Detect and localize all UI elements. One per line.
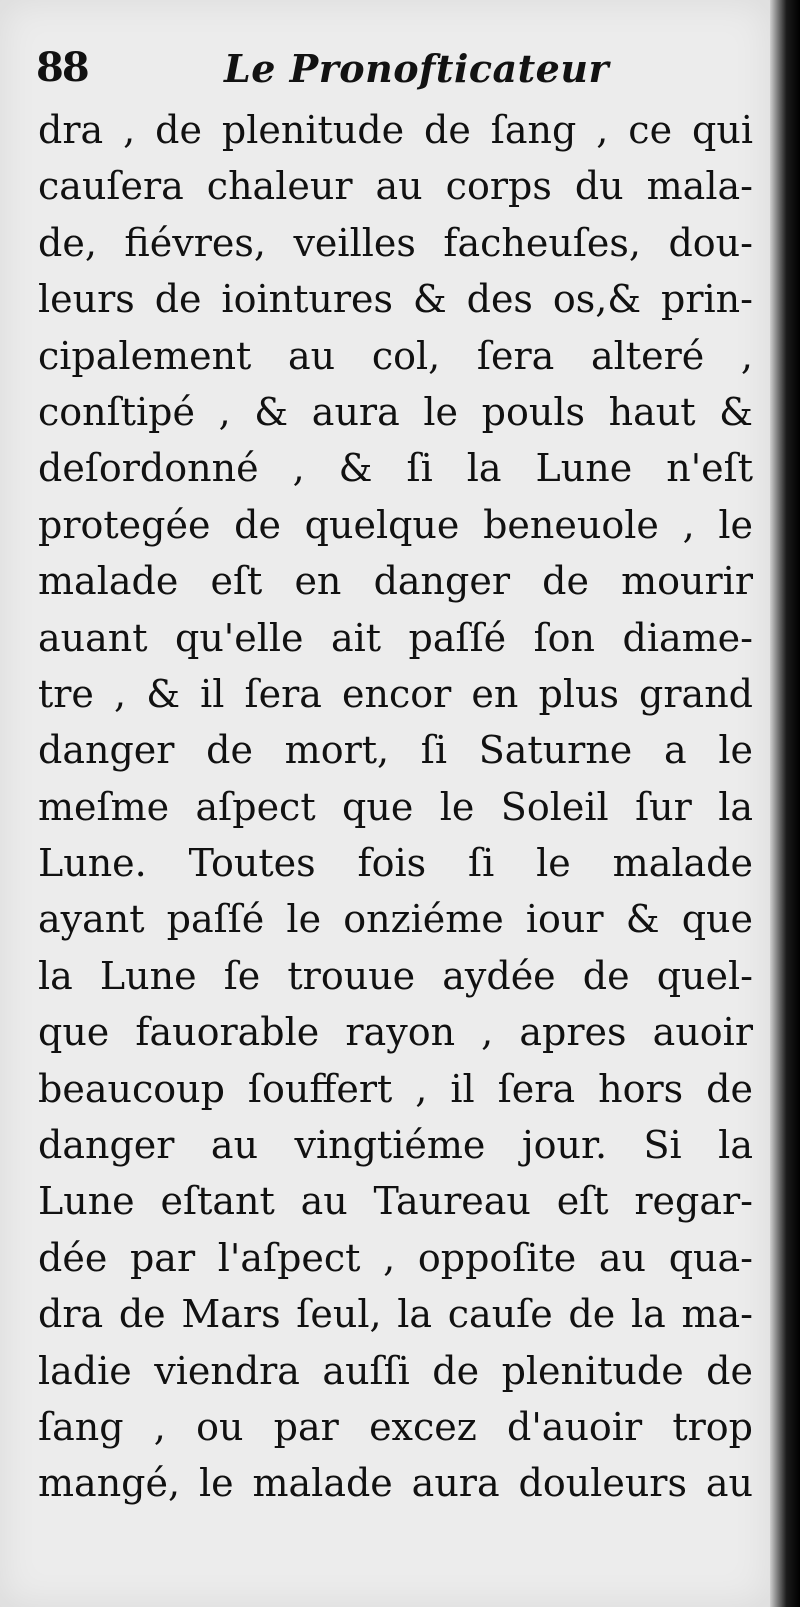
text-line: protegée de quelque beneuole , le (38, 502, 753, 547)
text-line: mangé, le malade aura douleurs au (38, 1461, 753, 1506)
text-line: dra de Mars ſeul, la cauſe de la ma- (38, 1292, 753, 1337)
text-line: que fauorable rayon , apres auoir (38, 1010, 753, 1055)
text-line: deſordonné , & ſi la Lune n'eſt (38, 446, 753, 491)
text-line: dée par l'aſpect , oppoſite au qua- (38, 1235, 753, 1280)
text-line: meſme aſpect que le Soleil ſur la (38, 784, 753, 829)
text-line: danger au vingtiéme jour. Si la (38, 1123, 753, 1168)
text-line: ladie viendra auſſi de plenitude de (38, 1348, 753, 1393)
text-line: cipalement au col, ſera alteré , (38, 333, 753, 378)
text-line: beaucoup ſouffert , il ſera hors de (38, 1066, 753, 1111)
text-line: de, fiévres, veilles facheuſes, dou- (38, 220, 753, 265)
running-title: Le Pronofticateur (224, 46, 610, 91)
page-header (36, 38, 726, 98)
text-line: danger de mort, ſi Saturne a le (38, 728, 753, 773)
body-text (38, 102, 753, 1512)
text-line: malade eſt en danger de mourir (38, 559, 753, 604)
text-line: leurs de iointures & des os,& prin- (38, 277, 753, 322)
text-line: dra , de plenitude de ſang , ce qui (38, 108, 753, 152)
text-line: Lune eſtant au Taureau eſt regar- (38, 1179, 753, 1224)
page-edge-shadow (770, 0, 800, 1607)
text-line: ayant paſſé le onziéme iour & que (38, 897, 753, 942)
text-line: cauſera chaleur au corps du mala- (38, 164, 753, 209)
text-line: Lune. Toutes fois ſi le malade (38, 841, 753, 886)
text-line: la Lune ſe trouue aydée de quel- (38, 953, 753, 998)
text-line: tre , & il ſera encor en plus grand (38, 671, 753, 716)
text-line: auant qu'elle ait paſſé ſon diame- (38, 615, 753, 660)
text-line: conſtipé , & aura le pouls haut & (38, 389, 753, 434)
page-number: 88 (36, 44, 88, 91)
text-line: ſang , ou par excez d'auoir trop (38, 1404, 753, 1449)
